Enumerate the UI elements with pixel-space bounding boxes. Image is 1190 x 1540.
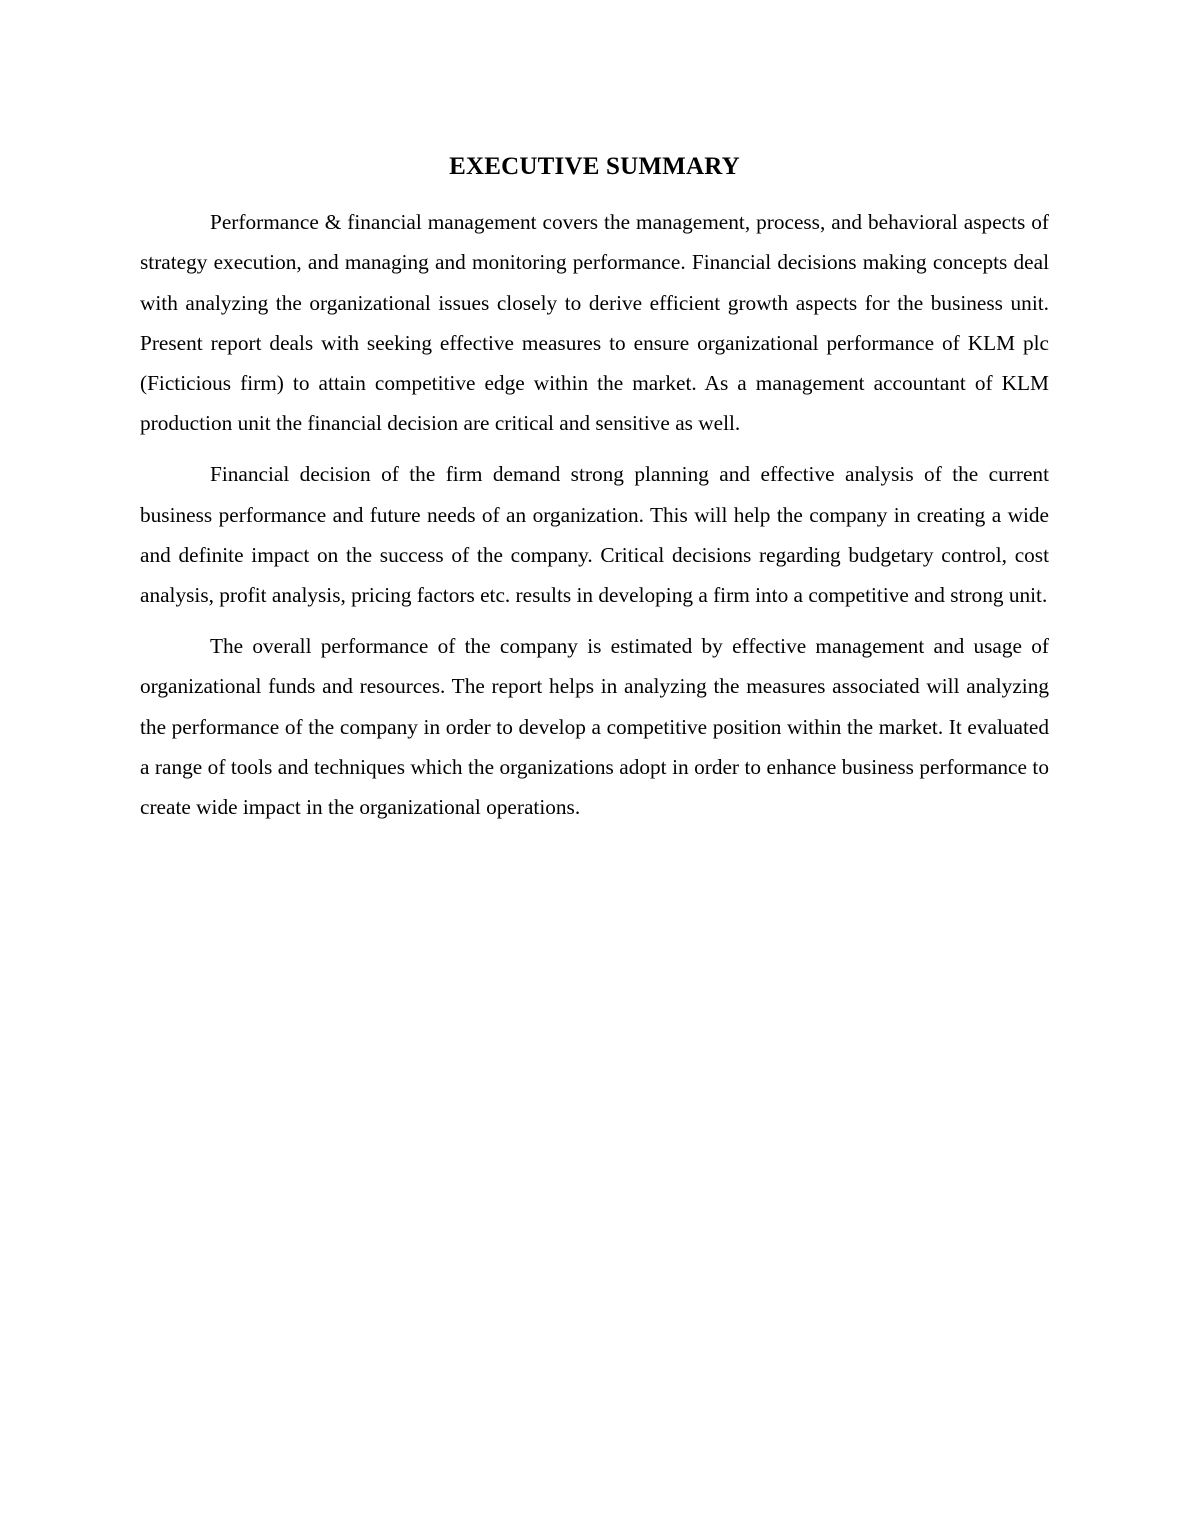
paragraph-1: Performance & financial management covers the management, process, and behavioral aspects of strategy execution, and managing and monitoring performance. Financial decisions making concepts deal with analyzing the organizational issues closely to derive efficient growth aspects for the business unit. Present report deals with seeking effective measures to ensure organizational performance of KLM plc (Ficticious firm) to attain competitive edge within the market. As a management accountant of KLM production unit the financial decision are critical and sensitive as well. <box>140 210 1049 436</box>
page-title: EXECUTIVE SUMMARY <box>449 153 740 180</box>
paragraph-2: Financial decision of the firm demand strong planning and effective analysis of the current business performance and future needs of an organization. This will help the company in creating a wide and definite impact on the success of the company. Critical decisions regarding budgetary control, cost analysis, profit analysis, pricing factors etc. results in developing a firm into a competitive and strong unit. <box>140 462 1049 608</box>
document-body <box>140 148 1049 838</box>
paragraph-3: The overall performance of the company is estimated by effective management and usage of organizational funds and resources. The report helps in analyzing the measures associated will analyzing the performance of the company in order to develop a competitive position within the market. It evaluated a range of tools and techniques which the organizations adopt in order to enhance business performance to create wide impact in the organizational operations. <box>140 633 1049 820</box>
